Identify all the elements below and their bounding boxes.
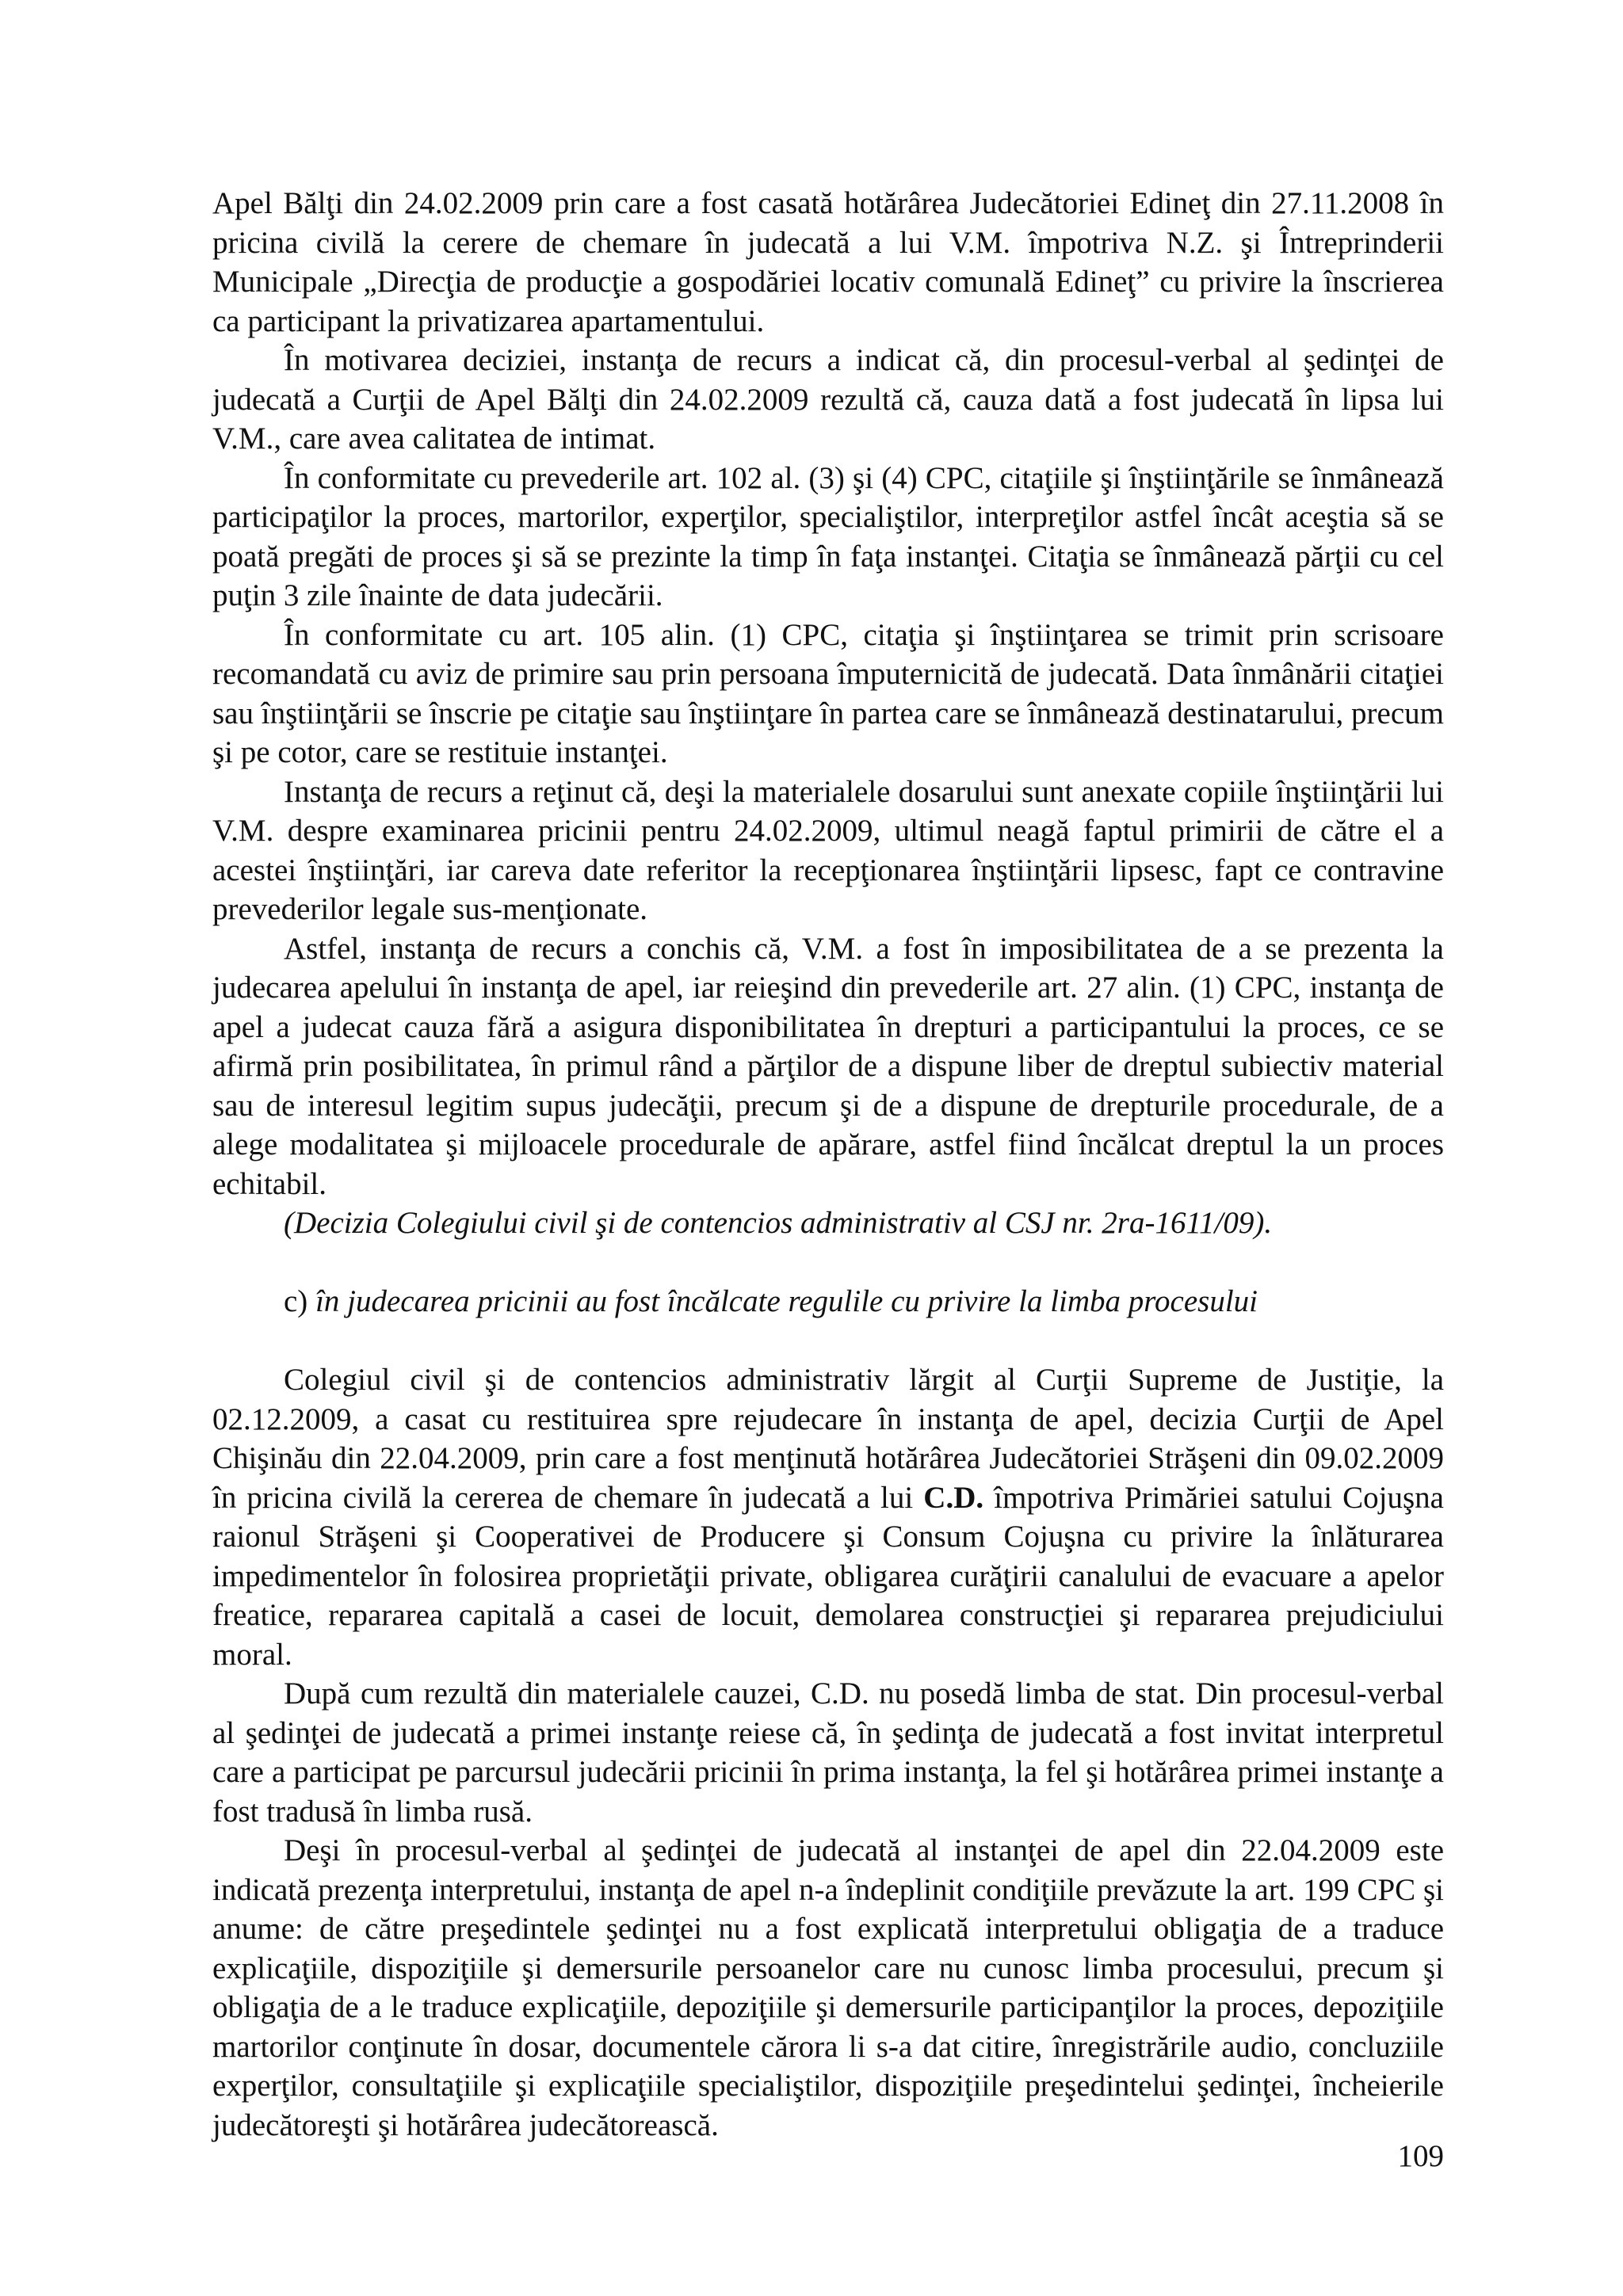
paragraph: Instanţa de recurs a reţinut că, deşi la materialele dosarului sunt anexate copiile înştiinţării lui V.M. despre examinarea pricinii pentru 24.02.2009, ultimul neagă faptul primirii de către el a acestei înştiinţări, iar careva date referitor la recepţionarea înştiinţării lipsesc, fapt ce contravine prevederilor legale sus-menţionate.: [212, 774, 1444, 926]
page-number: 109: [1397, 2139, 1444, 2173]
section-heading: [212, 1282, 1444, 1322]
paragraph: În motivarea deciziei, instanţa de recurs a indicat că, din procesul-verbal al şedinţei de judecată a Curţii de Apel Bălţi din 24.02.2009 rezultă că, cauza dată a fost judecată în lipsa lui V.M., care avea calitatea de intimat.: [212, 343, 1444, 456]
paragraph: În conformitate cu art. 105 alin. (1) CPC, citaţia şi înştiinţarea se trimit prin scrisoare recomandată cu aviz de primire sau prin persoana împuternicită de judecată. Data înmânării citaţiei sau înştiinţării se înscrie pe citaţie sau înştiinţare în partea care se înmânează destinatarului, precum şi pe cotor, care se restituie instanţei.: [212, 617, 1444, 769]
citation: (Decizia Colegiului civil şi de contencios administrativ al CSJ nr. 2ra-1611/09).: [284, 1206, 1273, 1240]
body-text: [212, 184, 1444, 2145]
party-name: C.D.: [923, 1480, 984, 1515]
paragraph: Deşi în procesul-verbal al şedinţei de judecată al instanţei de apel din 22.04.2009 este indicată prezenţa interpretului, instanţa de apel n-a îndeplinit condiţiile prevăzute la art. 199 CPC şi anume: de către preşedintele şedinţei nu a fost explicată interpretului obligaţia de a traduce explicaţiile, dispoziţiile şi demersurile persoanelor care nu cunosc limba procesului, precum şi obligaţia de a le traduce explicaţiile, depoziţiile şi demersurile participanţilor la proces, depoziţiile martorilor conţinute în dosar, documentele cărora li s-a dat citire, înregistrările audio, concluziile experţilor, consultaţiile şi explicaţiile specialiştilor, dispoziţiile preşedintelui şedinţei, încheierile judecătoreşti şi hotărârea judecătorească.: [212, 1833, 1444, 2142]
paragraph-text: Colegiul civil şi de contencios administrativ lărgit al Curţii Supreme de Justiţie, la 02.12.2009, a casat cu restituirea spre rejudecare în instanţa de apel, decizia Curţii de Apel Chişinău din 22.04.2009, prin care a fost menţinută hotărârea Judecătoriei Străşeni din 09.02.2009 în pricina civilă la cererea de chemare în judecată a lui: [212, 1363, 1444, 1515]
paragraph-continuation: Apel Bălţi din 24.02.2009 prin care a fost casată hotărârea Judecătoriei Edineţ din 27.11.2008 în pricina civilă la cerere de chemare în judecată a lui V.M. împotriva N.Z. şi Întreprinderii Municipale „Direcţia de producţie a gospodăriei locativ comunală Edineţ” cu privire la înscrierea ca participant la privatizarea apartamentului.: [212, 186, 1444, 338]
heading-prefix: c): [284, 1284, 316, 1318]
heading-text: în judecarea pricinii au fost încălcate regulile cu privire la limba procesului: [315, 1284, 1258, 1318]
paragraph: În conformitate cu prevederile art. 102 al. (3) şi (4) CPC, citaţiile şi înştiinţările se înmânează participaţilor la proces, martorilor, experţilor, specialiştilor, interpreţilor astfel încât aceştia să se poată pregăti de proces şi să se prezinte la timp în faţa instanţei. Citaţia se înmânează părţii cu cel puţin 3 zile înainte de data judecării.: [212, 460, 1444, 612]
paragraph: Astfel, instanţa de recurs a conchis că, V.M. a fost în imposibilitatea de a se prezenta la judecarea apelului în instanţa de apel, iar reieşind din prevederile art. 27 alin. (1) CPC, instanţa de apel a judecat cauza fără a asigura disponibilitatea în drepturi a participantului la proces, ce se afirmă prin posibilitatea, în primul rând a părţilor de a dispune liber de dreptul subiectiv material sau de interesul legitim supus judecăţii, precum şi de a dispune de drepturile procedurale, de a alege modalitatea şi mijloacele procedurale de apărare, astfel fiind încălcat dreptul la un proces echitabil.: [212, 931, 1444, 1201]
paragraph-text: împotriva Primăriei satului Cojuşna raionul Străşeni şi Cooperativei de Producere şi Consum Cojuşna cu privire la înlăturarea impedimentelor în folosirea proprietăţii private, obligarea curăţirii canalului de evacuare a apelor freatice, repararea capitală a casei de locuit, demolarea construcţiei şi repararea prejudiciului moral.: [212, 1480, 1444, 1672]
paragraph: După cum rezultă din materialele cauzei, C.D. nu posedă limba de stat. Din procesul-verbal al şedinţei de judecată a primei instanţe reiese că, în şedinţa de judecată a fost invitat interpretul care a participat pe parcursul judecării pricinii în prima instanţa, la fel şi hotărârea primei instanţe a fost tradusă în limba rusă.: [212, 1676, 1444, 1829]
paragraph: [212, 1360, 1444, 1674]
